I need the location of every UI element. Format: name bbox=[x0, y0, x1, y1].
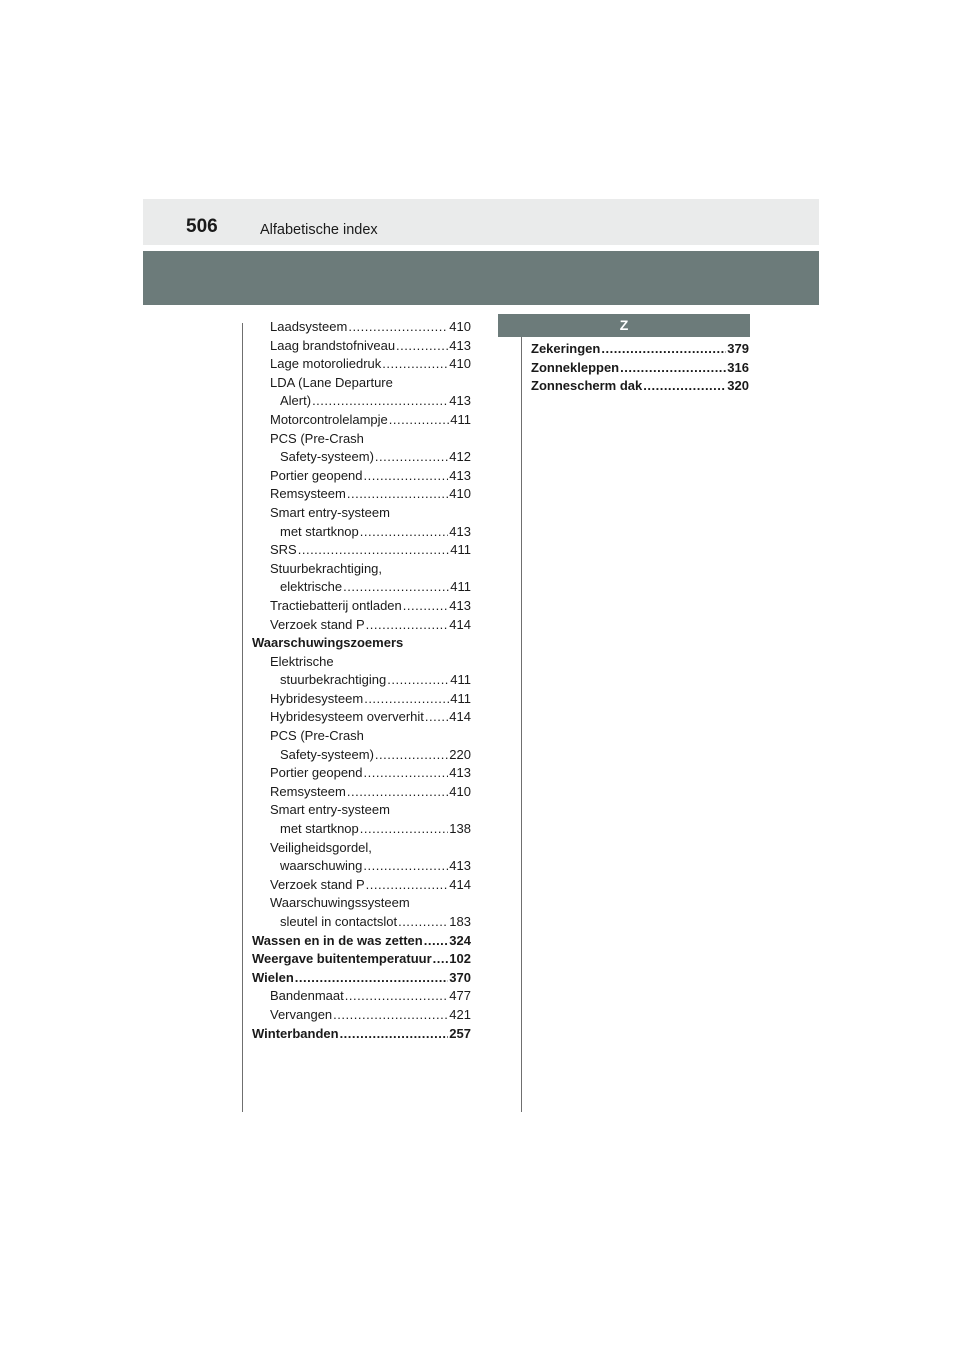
index-entry-page: 257 bbox=[449, 1025, 471, 1041]
index-entry bbox=[531, 359, 749, 378]
index-entry-label: Bandenmaat bbox=[270, 988, 344, 1004]
dot-leader bbox=[424, 932, 449, 951]
index-entry bbox=[252, 969, 471, 988]
index-entry bbox=[252, 653, 471, 672]
index-entry-page: 411 bbox=[450, 672, 471, 688]
index-entry bbox=[252, 560, 471, 579]
index-entry bbox=[252, 374, 471, 393]
index-entry-page: 410 bbox=[449, 486, 471, 502]
index-entry-label: Safety-systeem) bbox=[280, 449, 374, 465]
index-entry-page: 413 bbox=[449, 467, 471, 483]
index-entry-page: 414 bbox=[449, 709, 471, 725]
index-entry bbox=[252, 764, 471, 783]
index-entry-page: 414 bbox=[449, 616, 471, 632]
index-entry bbox=[252, 485, 471, 504]
index-column-right bbox=[531, 340, 749, 396]
dot-leader bbox=[601, 340, 726, 359]
index-entry-label: Stuurbekrachtiging, bbox=[270, 560, 383, 576]
index-entry bbox=[252, 467, 471, 486]
dot-leader bbox=[364, 467, 449, 486]
index-entry bbox=[252, 857, 471, 876]
index-entry-page: 413 bbox=[449, 858, 471, 874]
index-entry-page: 411 bbox=[450, 690, 471, 706]
dot-leader bbox=[333, 1006, 448, 1025]
index-entry bbox=[252, 411, 471, 430]
dot-leader bbox=[375, 448, 448, 467]
index-entry bbox=[252, 392, 471, 411]
page-title: Alfabetische index bbox=[260, 222, 378, 238]
index-entry bbox=[252, 801, 471, 820]
index-entry-page: 411 bbox=[450, 579, 471, 595]
index-entry-label: Portier geopend bbox=[270, 467, 363, 483]
index-entry-label: Zekeringen bbox=[531, 341, 601, 356]
dot-leader bbox=[389, 411, 449, 430]
dot-leader bbox=[347, 485, 448, 504]
index-entry-label: Zonnescherm dak bbox=[531, 378, 643, 394]
index-entry bbox=[531, 340, 749, 359]
index-entry bbox=[252, 932, 471, 951]
index-entry-page: 320 bbox=[727, 378, 749, 394]
index-entry bbox=[252, 746, 471, 765]
index-entry-label: Smart entry-systeem bbox=[270, 802, 390, 818]
dot-leader bbox=[348, 318, 448, 337]
index-entry bbox=[252, 913, 471, 932]
index-entry bbox=[252, 839, 471, 858]
index-entry-label: Laag brandstofniveau bbox=[270, 337, 396, 353]
index-entry bbox=[252, 987, 471, 1006]
index-entry-page: 413 bbox=[449, 337, 471, 353]
index-entry-page: 220 bbox=[449, 746, 471, 762]
dot-leader bbox=[643, 377, 726, 396]
index-entry-label: Laadsysteem bbox=[270, 319, 348, 334]
dot-leader bbox=[366, 616, 449, 635]
index-entry bbox=[252, 783, 471, 802]
index-entry-label: Waarschuwingssysteem bbox=[270, 895, 410, 911]
dot-leader bbox=[382, 355, 448, 374]
index-entry-label: sleutel in contactslot bbox=[280, 914, 398, 929]
index-entry-page: 413 bbox=[449, 597, 471, 613]
index-entry bbox=[252, 1006, 471, 1025]
index-entry-label: Verzoek stand P bbox=[270, 616, 365, 632]
index-entry bbox=[252, 876, 471, 895]
dot-leader bbox=[298, 541, 450, 560]
index-entry bbox=[252, 634, 471, 653]
index-entry-label: LDA (Lane Departure bbox=[270, 374, 393, 390]
index-entry-page: 413 bbox=[449, 765, 471, 781]
index-entry bbox=[531, 377, 749, 396]
index-entry-label: PCS (Pre-Crash bbox=[270, 728, 364, 744]
index-entry bbox=[252, 448, 471, 467]
dot-leader bbox=[403, 597, 449, 616]
index-entry bbox=[252, 1025, 471, 1044]
index-entry-label: Zonnekleppen bbox=[531, 359, 620, 375]
index-entry-page: 410 bbox=[449, 783, 471, 799]
header-bar bbox=[143, 199, 819, 245]
index-entry bbox=[252, 541, 471, 560]
index-entry-label: stuurbekrachtiging bbox=[280, 672, 387, 688]
dot-leader bbox=[433, 950, 449, 969]
header-band bbox=[143, 251, 819, 305]
index-entry-page: 411 bbox=[450, 542, 471, 558]
index-entry-label: Remsysteem bbox=[270, 783, 346, 799]
index-entry-label: waarschuwing bbox=[280, 858, 363, 874]
index-entry-label: Portier geopend bbox=[270, 765, 363, 781]
index-entry-page: 183 bbox=[449, 914, 471, 929]
dot-leader bbox=[364, 764, 449, 783]
index-entry-label: Hybridesysteem oververhit bbox=[270, 709, 424, 725]
index-entry-page: 102 bbox=[449, 951, 471, 967]
index-entry bbox=[252, 523, 471, 542]
dot-leader bbox=[363, 857, 448, 876]
index-entry-label: Tractiebatterij ontladen bbox=[270, 597, 402, 613]
index-entry bbox=[252, 727, 471, 746]
index-entry bbox=[252, 430, 471, 449]
dot-leader bbox=[347, 783, 448, 802]
index-entry-page: 410 bbox=[449, 356, 471, 372]
dot-leader bbox=[396, 337, 448, 356]
index-entry-label: Winterbanden bbox=[252, 1025, 339, 1041]
index-entry-page: 414 bbox=[449, 876, 471, 892]
index-column-left bbox=[252, 318, 471, 1043]
index-entry-label: Safety-systeem) bbox=[280, 746, 374, 762]
dot-leader bbox=[364, 690, 449, 709]
index-entry bbox=[252, 950, 471, 969]
index-entry-page: 411 bbox=[450, 411, 471, 427]
dot-leader bbox=[345, 987, 449, 1006]
page-number: 506 bbox=[186, 216, 218, 237]
index-entry-label: Wassen en in de was zetten bbox=[252, 932, 423, 948]
index-entry-label: PCS (Pre-Crash bbox=[270, 430, 364, 446]
index-entry bbox=[252, 708, 471, 727]
index-entry-label: Motorcontrolelampje bbox=[270, 411, 388, 427]
index-entry bbox=[252, 597, 471, 616]
index-entry bbox=[252, 616, 471, 635]
index-entry-page: 138 bbox=[449, 821, 471, 837]
column-divider-left bbox=[242, 323, 243, 1112]
dot-leader bbox=[343, 578, 449, 597]
index-entry-page: 370 bbox=[449, 969, 471, 985]
index-entry-label: Verzoek stand P bbox=[270, 876, 365, 892]
dot-leader bbox=[360, 523, 449, 542]
index-entry-page: 379 bbox=[727, 341, 749, 356]
dot-leader bbox=[366, 876, 449, 895]
index-entry-label: Veiligheidsgordel, bbox=[270, 839, 372, 855]
index-entry-label: Elektrische bbox=[270, 653, 334, 669]
column-divider-middle bbox=[521, 323, 522, 1112]
index-entry-label: Lage motoroliedruk bbox=[270, 356, 382, 372]
index-entry-page: 410 bbox=[449, 319, 471, 334]
dot-leader bbox=[398, 913, 448, 932]
index-entry-page: 477 bbox=[449, 988, 471, 1004]
index-entry bbox=[252, 820, 471, 839]
dot-leader bbox=[425, 708, 448, 727]
index-entry bbox=[252, 671, 471, 690]
index-entry bbox=[252, 690, 471, 709]
index-entry-label: Waarschuwingszoemers bbox=[252, 635, 404, 651]
index-entry-label: Smart entry-systeem bbox=[270, 504, 390, 520]
index-entry-page: 413 bbox=[449, 523, 471, 539]
index-entry bbox=[252, 894, 471, 913]
index-entry-label: Wielen bbox=[252, 969, 294, 985]
index-entry-label: met startknop bbox=[280, 821, 359, 837]
index-entry bbox=[252, 355, 471, 374]
index-entry-label: elektrische bbox=[280, 579, 343, 595]
dot-leader bbox=[620, 359, 726, 378]
dot-leader bbox=[295, 969, 449, 988]
index-entry-label: Alert) bbox=[280, 393, 312, 409]
index-entry bbox=[252, 504, 471, 523]
dot-leader bbox=[387, 671, 449, 690]
index-entry-page: 324 bbox=[449, 932, 471, 948]
index-entry-label: Remsysteem bbox=[270, 486, 346, 502]
dot-leader bbox=[360, 820, 449, 839]
index-entry-page: 421 bbox=[449, 1006, 471, 1022]
index-entry-label: SRS bbox=[270, 542, 297, 558]
section-header-z: Z bbox=[498, 314, 750, 337]
index-entry-label: Weergave buitentemperatuur bbox=[252, 951, 432, 967]
dot-leader bbox=[312, 392, 448, 411]
index-entry-page: 413 bbox=[449, 393, 471, 409]
index-entry bbox=[252, 318, 471, 337]
index-entry-label: Hybridesysteem bbox=[270, 690, 364, 706]
index-entry-label: Vervangen bbox=[270, 1006, 333, 1022]
index-entry-page: 316 bbox=[727, 359, 749, 375]
index-entry-page: 412 bbox=[449, 449, 471, 465]
index-entry bbox=[252, 337, 471, 356]
index-entry bbox=[252, 578, 471, 597]
dot-leader bbox=[340, 1025, 449, 1044]
dot-leader bbox=[375, 746, 448, 765]
index-entry-label: met startknop bbox=[280, 523, 359, 539]
